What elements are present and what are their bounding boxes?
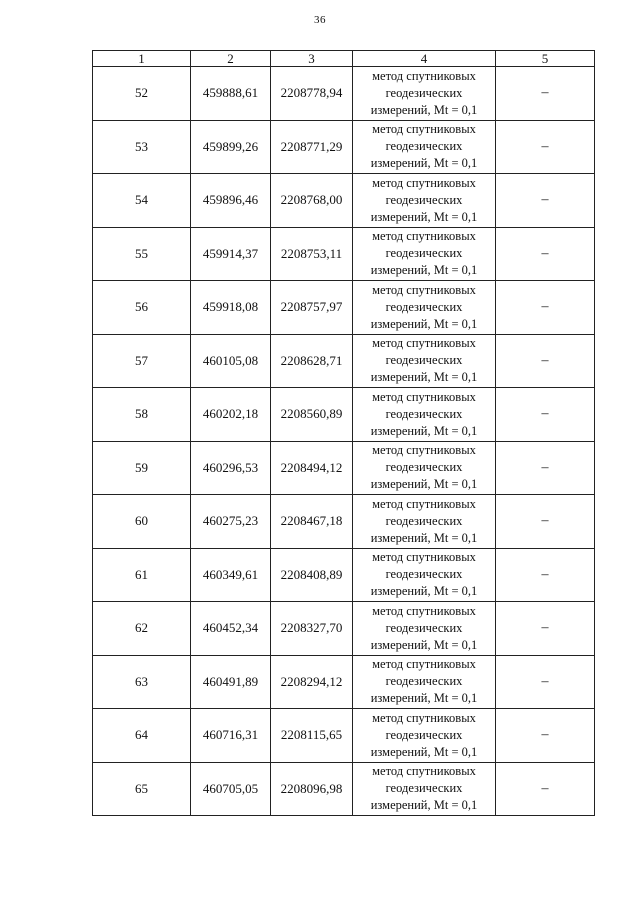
method-line: измерений, Mt = 0,1 [370,370,478,385]
method-line: геодезических [385,674,463,689]
coordinate-x-cell: 460105,08 [191,334,271,388]
method-cell [353,281,496,335]
method-line: измерений, Mt = 0,1 [370,530,478,545]
table-row [93,334,595,388]
method-line: метод спутниковых [372,389,476,404]
point-number-cell: 58 [93,388,191,442]
method-line: метод спутниковых [372,657,476,672]
method-line: измерений, Mt = 0,1 [370,584,478,599]
method-line: метод спутниковых [372,229,476,244]
note-cell: – [496,334,595,388]
table-header [93,51,595,67]
coordinate-x-cell: 460296,53 [191,441,271,495]
coordinate-x-cell: 460491,89 [191,655,271,709]
point-number-cell: 59 [93,441,191,495]
coordinate-x-cell: 460275,23 [191,495,271,549]
method-cell [353,441,496,495]
method-line: метод спутниковых [372,336,476,351]
table-row [93,388,595,442]
coordinate-y-cell: 2208768,00 [271,174,353,228]
table-row [93,120,595,174]
method-line: метод спутниковых [372,282,476,297]
header-col-3: 3 [271,51,353,67]
table-row [93,495,595,549]
table-row [93,709,595,763]
coordinate-x-cell: 460716,31 [191,709,271,763]
method-line: измерений, Mt = 0,1 [370,477,478,492]
method-cell [353,709,496,763]
method-line: метод спутниковых [372,122,476,137]
method-cell [353,602,496,656]
method-line: измерений, Mt = 0,1 [370,316,478,331]
coordinate-x-cell: 460705,05 [191,762,271,816]
coordinate-y-cell: 2208753,11 [271,227,353,281]
method-line: метод спутниковых [372,175,476,190]
method-line: геодезических [385,513,463,528]
method-line: измерений, Mt = 0,1 [370,798,478,813]
method-line: геодезических [385,246,463,261]
point-number-cell: 57 [93,334,191,388]
coordinate-y-cell: 2208771,29 [271,120,353,174]
coordinate-y-cell: 2208494,12 [271,441,353,495]
coordinate-x-cell: 460452,34 [191,602,271,656]
note-cell: – [496,762,595,816]
method-line: измерений, Mt = 0,1 [370,744,478,759]
note-cell: – [496,441,595,495]
note-cell: – [496,281,595,335]
table-row [93,174,595,228]
coordinate-x-cell: 460349,61 [191,548,271,602]
method-line: геодезических [385,567,463,582]
method-cell [353,548,496,602]
table-row [93,548,595,602]
method-line: измерений, Mt = 0,1 [370,691,478,706]
point-number-cell: 60 [93,495,191,549]
point-number-cell: 64 [93,709,191,763]
coordinates-table [92,50,595,816]
point-number-cell: 65 [93,762,191,816]
method-cell [353,227,496,281]
table-body [93,67,595,816]
method-line: измерений, Mt = 0,1 [370,263,478,278]
coordinate-y-cell: 2208757,97 [271,281,353,335]
table-row [93,281,595,335]
table-row [93,655,595,709]
coordinate-y-cell: 2208778,94 [271,67,353,121]
method-line: геодезических [385,299,463,314]
method-line: метод спутниковых [372,710,476,725]
coordinate-x-cell: 460202,18 [191,388,271,442]
method-line: геодезических [385,460,463,475]
coordinate-y-cell: 2208628,71 [271,334,353,388]
page-number: 36 [314,14,326,26]
method-line: геодезических [385,139,463,154]
note-cell: – [496,227,595,281]
point-number-cell: 53 [93,120,191,174]
header-col-4: 4 [353,51,496,67]
header-col-5: 5 [496,51,595,67]
point-number-cell: 54 [93,174,191,228]
note-cell: – [496,602,595,656]
note-cell: – [496,120,595,174]
table-row [93,762,595,816]
method-cell [353,120,496,174]
table-row [93,227,595,281]
coordinate-x-cell: 459896,46 [191,174,271,228]
point-number-cell: 61 [93,548,191,602]
method-line: геодезических [385,727,463,742]
method-line: метод спутниковых [372,603,476,618]
table-row [93,441,595,495]
header-col-1: 1 [93,51,191,67]
method-line: геодезических [385,353,463,368]
note-cell: – [496,709,595,763]
note-cell: – [496,67,595,121]
header-col-2: 2 [191,51,271,67]
coordinate-y-cell: 2208408,89 [271,548,353,602]
method-line: геодезических [385,85,463,100]
note-cell: – [496,548,595,602]
method-cell [353,762,496,816]
header-row [93,51,595,67]
method-line: измерений, Mt = 0,1 [370,209,478,224]
method-line: метод спутниковых [372,443,476,458]
coordinate-y-cell: 2208294,12 [271,655,353,709]
coordinate-x-cell: 459899,26 [191,120,271,174]
method-line: геодезических [385,192,463,207]
point-number-cell: 55 [93,227,191,281]
method-line: измерений, Mt = 0,1 [370,637,478,652]
note-cell: – [496,388,595,442]
coordinate-y-cell: 2208096,98 [271,762,353,816]
method-line: измерений, Mt = 0,1 [370,423,478,438]
coordinate-y-cell: 2208327,70 [271,602,353,656]
method-cell [353,67,496,121]
method-cell [353,495,496,549]
note-cell: – [496,174,595,228]
method-line: метод спутниковых [372,764,476,779]
method-line: метод спутниковых [372,68,476,83]
method-line: геодезических [385,406,463,421]
coordinate-y-cell: 2208560,89 [271,388,353,442]
coordinate-x-cell: 459918,08 [191,281,271,335]
method-line: метод спутниковых [372,496,476,511]
note-cell: – [496,495,595,549]
method-cell [353,174,496,228]
method-line: метод спутниковых [372,550,476,565]
method-line: геодезических [385,620,463,635]
coordinate-x-cell: 459914,37 [191,227,271,281]
table-row [93,602,595,656]
coordinate-x-cell: 459888,61 [191,67,271,121]
method-cell [353,655,496,709]
note-cell: – [496,655,595,709]
point-number-cell: 52 [93,67,191,121]
coordinate-y-cell: 2208115,65 [271,709,353,763]
method-line: измерений, Mt = 0,1 [370,156,478,171]
method-cell [353,334,496,388]
method-line: геодезических [385,781,463,796]
point-number-cell: 63 [93,655,191,709]
point-number-cell: 56 [93,281,191,335]
point-number-cell: 62 [93,602,191,656]
method-line: измерений, Mt = 0,1 [370,102,478,117]
method-cell [353,388,496,442]
table-row [93,67,595,121]
coordinate-y-cell: 2208467,18 [271,495,353,549]
